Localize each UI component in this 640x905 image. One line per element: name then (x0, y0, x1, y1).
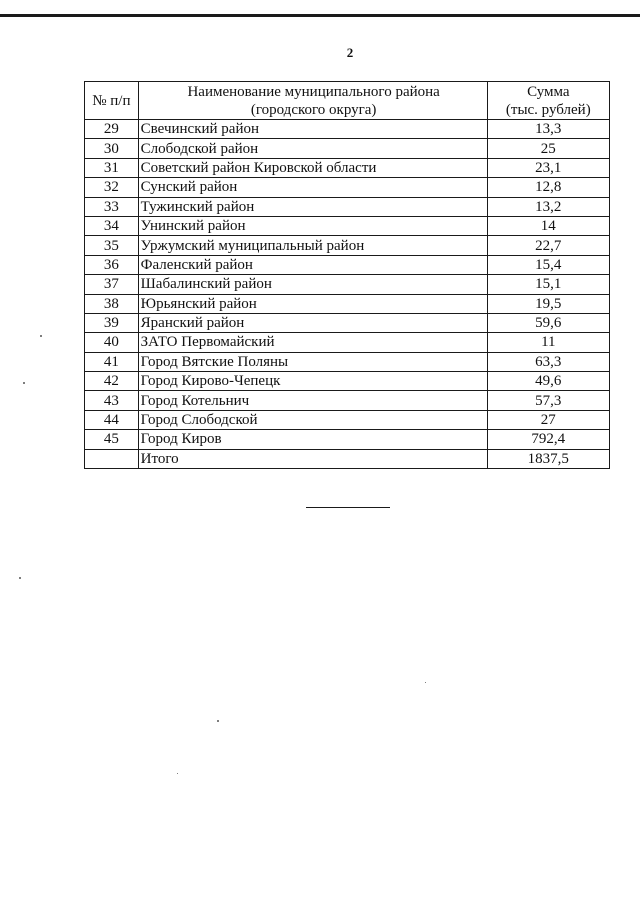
table-row (85, 158, 610, 177)
row-sum-cell: 49,6 (487, 372, 609, 391)
row-name-cell: Город Слободской (138, 410, 487, 429)
row-number-cell: 38 (85, 294, 139, 313)
table-row (85, 430, 610, 449)
header-name (138, 82, 487, 120)
scan-speck (217, 720, 219, 722)
row-name-cell: Город Кирово-Чепецк (138, 372, 487, 391)
scan-speck (177, 773, 178, 774)
total-row (85, 449, 610, 468)
scan-speck (23, 382, 25, 384)
header-sum-line2: (тыс. рублей) (505, 101, 591, 118)
table-row (85, 275, 610, 294)
table-row (85, 294, 610, 313)
row-name-cell: ЗАТО Первомайский (138, 333, 487, 352)
row-name-cell: Советский район Кировской области (138, 158, 487, 177)
signature-line (306, 507, 390, 508)
header-number: № п/п (85, 82, 139, 120)
row-name-cell: Город Киров (138, 430, 487, 449)
top-border-rule (0, 14, 640, 17)
row-number-cell: 45 (85, 430, 139, 449)
row-sum-cell: 22,7 (487, 236, 609, 255)
scan-speck (19, 577, 21, 579)
row-sum-cell: 59,6 (487, 313, 609, 332)
row-name-cell: Сунский район (138, 178, 487, 197)
table-row (85, 236, 610, 255)
row-number-cell: 41 (85, 352, 139, 371)
row-sum-cell: 15,1 (487, 275, 609, 294)
table-row (85, 372, 610, 391)
row-sum-cell: 63,3 (487, 352, 609, 371)
allocation-table (84, 81, 610, 469)
row-name-cell: Яранский район (138, 313, 487, 332)
row-sum-cell: 23,1 (487, 158, 609, 177)
row-number-cell: 31 (85, 158, 139, 177)
row-name-cell: Тужинский район (138, 197, 487, 216)
table-row (85, 352, 610, 371)
row-sum-cell: 14 (487, 216, 609, 235)
row-sum-cell: 13,2 (487, 197, 609, 216)
row-number-cell: 36 (85, 255, 139, 274)
row-name-cell: Шабалинский район (138, 275, 487, 294)
row-number-cell: 33 (85, 197, 139, 216)
row-name-cell: Фаленский район (138, 255, 487, 274)
table-row (85, 333, 610, 352)
total-sum-cell: 1837,5 (487, 449, 609, 468)
row-name-cell: Слободской район (138, 139, 487, 158)
row-name-cell: Город Котельнич (138, 391, 487, 410)
row-number-cell: 29 (85, 120, 139, 139)
header-sum (487, 82, 609, 120)
total-number-cell (85, 449, 139, 468)
scan-speck (425, 682, 426, 683)
table-body (85, 120, 610, 469)
table-row (85, 178, 610, 197)
row-name-cell: Свечинский район (138, 120, 487, 139)
page-number: 2 (346, 45, 354, 60)
row-sum-cell: 15,4 (487, 255, 609, 274)
table-row (85, 120, 610, 139)
table-header-row (85, 82, 610, 120)
table-row (85, 216, 610, 235)
row-sum-cell: 19,5 (487, 294, 609, 313)
scan-speck (40, 335, 42, 337)
header-sum-line1: Сумма (527, 83, 570, 100)
row-number-cell: 42 (85, 372, 139, 391)
row-number-cell: 32 (85, 178, 139, 197)
row-sum-cell: 25 (487, 139, 609, 158)
row-sum-cell: 792,4 (487, 430, 609, 449)
row-sum-cell: 11 (487, 333, 609, 352)
row-name-cell: Юрьянский район (138, 294, 487, 313)
row-sum-cell: 12,8 (487, 178, 609, 197)
row-name-cell: Унинский район (138, 216, 487, 235)
row-sum-cell: 27 (487, 410, 609, 429)
row-sum-cell: 57,3 (487, 391, 609, 410)
header-name-line2: (городского округа) (250, 101, 377, 118)
table-row (85, 410, 610, 429)
table-row (85, 255, 610, 274)
table-row (85, 313, 610, 332)
row-number-cell: 43 (85, 391, 139, 410)
table-row (85, 391, 610, 410)
row-number-cell: 35 (85, 236, 139, 255)
row-number-cell: 44 (85, 410, 139, 429)
total-label-cell: Итого (138, 449, 487, 468)
table-row (85, 197, 610, 216)
row-number-cell: 40 (85, 333, 139, 352)
row-sum-cell: 13,3 (487, 120, 609, 139)
table-row (85, 139, 610, 158)
row-number-cell: 34 (85, 216, 139, 235)
row-number-cell: 30 (85, 139, 139, 158)
header-name-line1: Наименование муниципального района (187, 83, 440, 100)
row-name-cell: Город Вятские Поляны (138, 352, 487, 371)
row-number-cell: 39 (85, 313, 139, 332)
row-number-cell: 37 (85, 275, 139, 294)
row-name-cell: Уржумский муниципальный район (138, 236, 487, 255)
